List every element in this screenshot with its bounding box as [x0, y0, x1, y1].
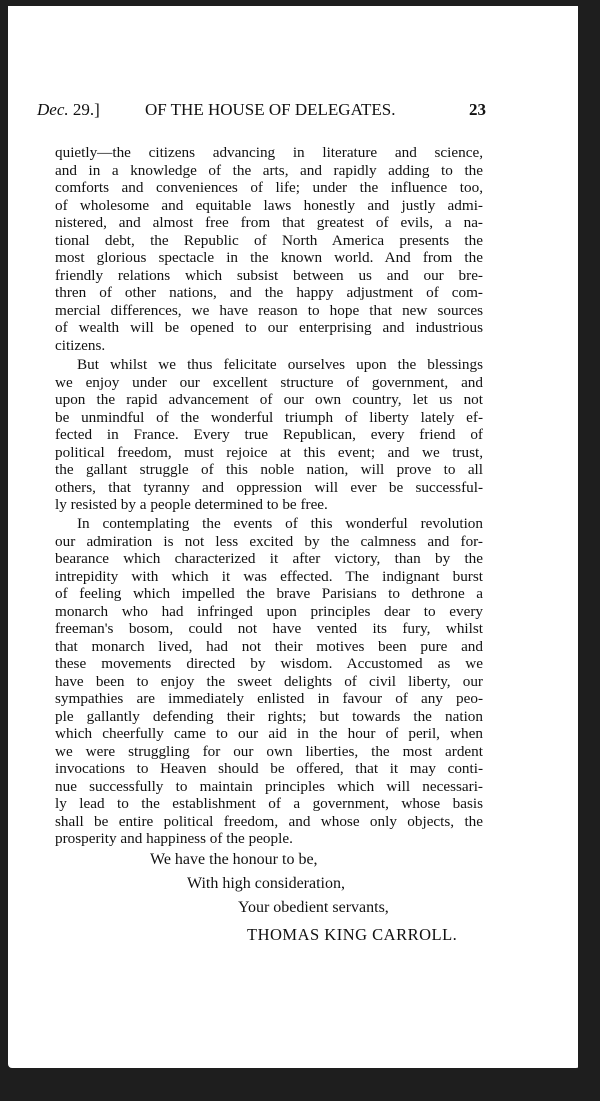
text-line: be unmindful of the wonderful triumph of liberty lately ef-: [55, 408, 483, 426]
paragraph-2: [55, 356, 483, 514]
header-title: OF THE HOUSE OF DELEGATES.: [145, 100, 396, 119]
text-line: comforts and conveniences of life; under the influence too,: [55, 179, 483, 196]
signature: THOMAS KING CARROLL.: [247, 925, 458, 944]
text-line: we were struggling for our own liberties, the most ardent: [55, 742, 483, 760]
page-number: 23: [469, 100, 486, 119]
text-line: monarch who had infringed upon principles dear to every: [55, 602, 483, 620]
text-line: nue successfully to maintain principles which will necessari-: [55, 777, 483, 795]
closing-line-3: Your obedient servants,: [238, 899, 389, 916]
text-line: upon the rapid advancement of our own country, let us not: [55, 391, 483, 408]
scan-border: [578, 0, 600, 1101]
paragraph-3: [55, 515, 483, 848]
text-line: of wealth will be opened to our enterprising and industrious: [55, 319, 483, 336]
text-line: most glorious spectacle in the known world. And from the: [55, 249, 483, 266]
closing-line-1: We have the honour to be,: [150, 851, 318, 868]
header-date-prefix: Dec.: [37, 100, 69, 119]
text-line: sympathies are immediately enlisted in favour of any peo-: [55, 690, 483, 707]
text-line: and in a knowledge of the arts, and rapidly adding to the: [55, 161, 483, 179]
text-line: these movements directed by wisdom. Accustomed as we: [55, 655, 483, 672]
text-line: the gallant struggle of this noble nation, will prove to all: [55, 461, 483, 478]
text-line: intrepidity with which it was effected. The indignant burst: [55, 567, 483, 585]
text-line: we enjoy under our excellent structure of government, and: [55, 373, 483, 391]
text-line: quietly—the citizens advancing in literature and science,: [55, 144, 483, 161]
text-line: nistered, and almost free from that greatest of evils, a na-: [55, 214, 483, 231]
text-line: citizens.: [55, 336, 106, 354]
text-line: our admiration is not less excited by the calmness and for-: [55, 532, 483, 550]
text-line: prosperity and happiness of the people.: [55, 830, 293, 847]
text-line: that monarch lived, had not their motives been pure and: [55, 637, 483, 655]
text-line: mercial differences, we have reason to hope that new sources: [55, 301, 483, 319]
text-line: have been to enjoy the sweet delights of civil liberty, our: [55, 672, 483, 690]
text-line: But whilst we thus felicitate ourselves upon the blessings: [77, 356, 483, 373]
text-line: tional debt, the Republic of North America presents the: [55, 231, 483, 249]
text-line: friendly relations which subsist between us and our bre-: [55, 266, 483, 284]
text-line: In contemplating the events of this wonderful revolution: [77, 515, 483, 532]
text-line: political freedom, must rejoice at this event; and we trust,: [55, 443, 483, 461]
text-line: ly resisted by a people determined to be free.: [55, 496, 328, 513]
text-line: bearance which characterized it after victory, than by the: [55, 550, 483, 567]
text-line: of feeling which impelled the brave Parisians to dethrone a: [55, 585, 483, 602]
closing-line-2: With high consideration,: [187, 875, 345, 892]
text-line: freeman's bosom, could not have vented its fury, whilst: [55, 620, 483, 637]
text-line: invocations to Heaven should be offered, that it may conti-: [55, 760, 483, 777]
running-header: [37, 100, 487, 124]
header-date: [37, 100, 100, 120]
text-line: others, that tyranny and oppression will ever be successful-: [55, 478, 483, 496]
text-line: fected in France. Every true Republican, every friend of: [55, 426, 483, 443]
text-line: shall be entire political freedom, and whose only objects, the: [55, 812, 483, 830]
text-line: ple gallantly defending their rights; but towards the nation: [55, 707, 483, 725]
text-line: of wholesome and equitable laws honestly and justly admi-: [55, 196, 483, 214]
text-line: ly lead to the establishment of a government, whose basis: [55, 795, 483, 812]
paragraph-1: [55, 144, 483, 354]
text-line: which cheerfully came to our aid in the hour of peril, when: [55, 725, 483, 742]
text-line: thren of other nations, and the happy adjustment of com-: [55, 284, 483, 301]
header-date-number: 29.]: [72, 100, 100, 119]
